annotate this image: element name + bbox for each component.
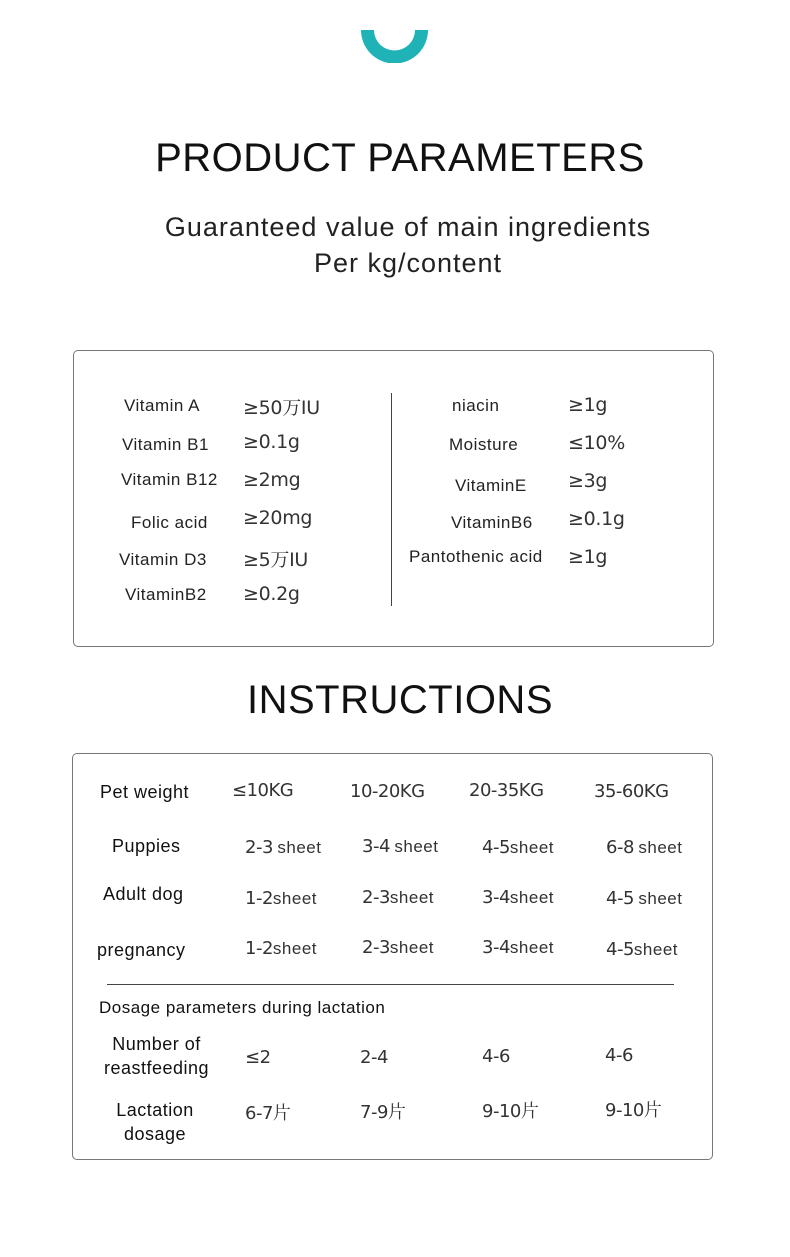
row-label-puppies: Puppies bbox=[112, 836, 181, 856]
param-name: niacin bbox=[452, 396, 500, 415]
row-label-adult-dog: Adult dog bbox=[103, 884, 184, 904]
param-name: Vitamin D3 bbox=[119, 550, 207, 569]
param-value: ≤10% bbox=[568, 432, 625, 454]
param-name: Vitamin B1 bbox=[122, 435, 209, 454]
feeding-value: 4-6 bbox=[605, 1045, 633, 1066]
dose-cell: 3-4sheet bbox=[482, 887, 554, 908]
dose-cell: 4-5sheet bbox=[482, 837, 554, 858]
param-value: ≥0.1g bbox=[568, 508, 625, 530]
params-title: PRODUCT PARAMETERS bbox=[155, 136, 645, 180]
instructions-title: INSTRUCTIONS bbox=[247, 678, 553, 722]
param-name: Pantothenic acid bbox=[409, 547, 543, 566]
param-name: Vitamin A bbox=[124, 396, 201, 415]
dosage-value: 7-9片 bbox=[360, 1102, 406, 1123]
param-value: ≥0.1g bbox=[243, 431, 300, 453]
half-ring-icon bbox=[361, 30, 428, 63]
dose-cell: 1-2sheet bbox=[245, 938, 317, 959]
feeding-value: 2-4 bbox=[360, 1047, 388, 1068]
param-name: VitaminB2 bbox=[125, 585, 207, 604]
param-name: VitaminE bbox=[455, 476, 527, 495]
params-divider bbox=[391, 393, 392, 606]
dose-cell: 2-3sheet bbox=[362, 887, 434, 908]
param-value: ≥50万IU bbox=[243, 397, 320, 419]
params-subtitle-2: Per kg/content bbox=[313, 248, 503, 278]
feeding-value: ≤2 bbox=[245, 1047, 271, 1068]
row-label-pregnancy: pregnancy bbox=[97, 940, 186, 960]
param-name: Moisture bbox=[449, 435, 519, 454]
dose-cell: 4-5sheet bbox=[606, 939, 678, 960]
dosage-value: 6-7片 bbox=[245, 1103, 291, 1124]
param-name: Vitamin B12 bbox=[121, 470, 218, 489]
weight-col: ≤10KG bbox=[232, 780, 294, 801]
param-value: ≥3g bbox=[568, 470, 608, 492]
params-subtitle-1: Guaranteed value of main ingredients bbox=[164, 212, 652, 242]
dose-cell: 1-2sheet bbox=[245, 888, 317, 909]
dose-cell: 3-4 sheet bbox=[362, 836, 439, 857]
dose-cell: 3-4sheet bbox=[482, 937, 554, 958]
dose-cell: 6-8 sheet bbox=[606, 837, 683, 858]
feeding-label: Number of reastfeeding bbox=[103, 1034, 210, 1078]
dose-cell: 4-5 sheet bbox=[606, 888, 683, 909]
weight-col: 20-35KG bbox=[469, 780, 544, 801]
dosage-value: 9-10片 bbox=[482, 1101, 539, 1122]
lactation-title: Dosage parameters during lactation bbox=[99, 998, 386, 1017]
param-value: ≥1g bbox=[568, 546, 608, 568]
param-value: ≥5万IU bbox=[243, 549, 309, 571]
param-value: ≥1g bbox=[568, 394, 608, 416]
param-value: ≥2mg bbox=[243, 469, 301, 491]
dose-cell: 2-3sheet bbox=[362, 937, 434, 958]
param-value: ≥0.2g bbox=[243, 583, 300, 605]
weight-col: 35-60KG bbox=[594, 781, 669, 802]
param-value: ≥20mg bbox=[243, 507, 313, 529]
dosage-value: 9-10片 bbox=[605, 1100, 662, 1121]
feeding-value: 4-6 bbox=[482, 1046, 510, 1067]
dose-cell: 2-3 sheet bbox=[245, 837, 322, 858]
param-name: VitaminB6 bbox=[451, 513, 533, 532]
weight-col: 10-20KG bbox=[350, 781, 425, 802]
pet-weight-label: Pet weight bbox=[100, 782, 190, 802]
dosage-label: Lactation dosage bbox=[116, 1100, 194, 1144]
instructions-divider bbox=[107, 984, 674, 985]
param-name: Folic acid bbox=[131, 513, 208, 532]
